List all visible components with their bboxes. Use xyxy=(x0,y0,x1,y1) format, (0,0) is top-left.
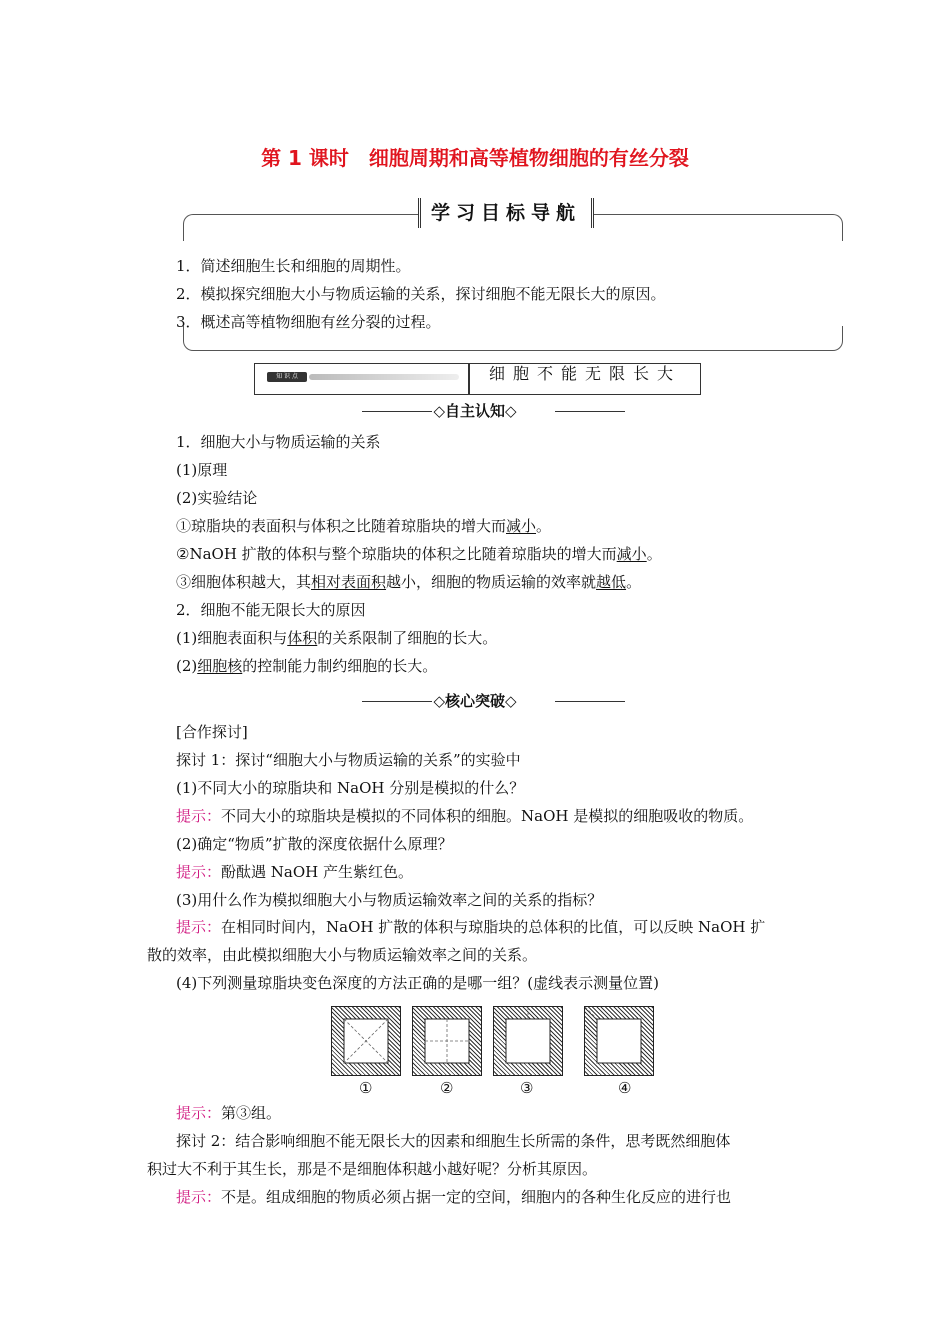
agar-block-figure-2 xyxy=(412,1006,482,1076)
text-line: 2．细胞不能无限长大的原因 xyxy=(176,601,366,619)
text-line: (1)不同大小的琼脂块和 NaOH 分别是模拟的什么？ xyxy=(176,779,525,797)
text-line: 探讨 1：探讨“细胞大小与物质运输的关系”的实验中 xyxy=(176,751,521,769)
hint-line: 提示：酚酞遇 NaOH 产生紫红色。 xyxy=(176,863,413,881)
knowledge-point-tag: 知 识 点 xyxy=(267,372,307,382)
figure-label: ③ xyxy=(520,1079,534,1097)
text-line: (1)原理 xyxy=(176,461,228,479)
text-line: 1．细胞大小与物质运输的关系 xyxy=(176,433,381,451)
answer-blank: 细胞核 xyxy=(197,657,243,675)
goal-item: 1．简述细胞生长和细胞的周期性。 xyxy=(176,257,411,275)
text-line: (2)确定“物质”扩散的深度依据什么原理？ xyxy=(176,835,453,853)
text-line: ③细胞体积越大，其相对表面积越小，细胞的物质运输的效率就越低。 xyxy=(176,573,642,591)
goals-box-bottom xyxy=(183,326,843,351)
goal-item: 3．概述高等植物细胞有丝分裂的过程。 xyxy=(176,313,441,331)
agar-block-figure-3 xyxy=(493,1006,563,1076)
text-line: (1)细胞表面积与体积的关系限制了细胞的长大。 xyxy=(176,629,498,647)
divider-right xyxy=(555,701,625,702)
hint-label: 提示： xyxy=(176,863,222,881)
divider-right xyxy=(555,411,625,412)
text-line: (4)下列测量琼脂块变色深度的方法正确的是哪一组？(虚线表示测量位置) xyxy=(176,974,659,992)
agar-block-figure-1 xyxy=(331,1006,401,1076)
text-line: (2)细胞核的控制能力制约细胞的长大。 xyxy=(176,657,438,675)
text-line: (3)用什么作为模拟细胞大小与物质运输效率之间的关系的指标？ xyxy=(176,891,603,909)
figure-label: ④ xyxy=(618,1079,632,1097)
hint-label: 提示： xyxy=(176,1104,222,1122)
answer-blank: 减小 xyxy=(506,517,537,535)
answer-blank: 减小 xyxy=(616,545,647,563)
text-line: ②NaOH 扩散的体积与整个琼脂块的体积之比随着琼脂块的增大而减小。 xyxy=(176,545,662,563)
banner-bar-decoration xyxy=(309,374,459,380)
text-line: 散的效率，由此模拟细胞大小与物质运输效率之间的关系。 xyxy=(147,946,538,964)
hint-label: 提示： xyxy=(176,807,222,825)
answer-blank: 体积 xyxy=(287,629,318,647)
agar-block-figure-4 xyxy=(584,1006,654,1076)
goal-item: 2．模拟探究细胞大小与物质运输的关系，探讨细胞不能无限长大的原因。 xyxy=(176,285,666,303)
hint-line: 提示：不同大小的琼脂块是模拟的不同体积的细胞。NaOH 是模拟的细胞吸收的物质。 xyxy=(176,807,754,825)
hint-line: 提示：第③组。 xyxy=(176,1104,282,1122)
hint-label: 提示： xyxy=(176,918,222,936)
goals-heading: 学习目标导航 xyxy=(418,198,594,228)
answer-blank: 相对表面积 xyxy=(311,573,387,591)
text-line: ①琼脂块的表面积与体积之比随着琼脂块的增大而减小。 xyxy=(176,517,552,535)
text-line: [合作探讨] xyxy=(176,723,248,741)
figure-label: ① xyxy=(359,1079,373,1097)
knowledge-point-title: 细胞不能无限长大 xyxy=(489,364,682,383)
section-heading: ◇核心突破◇ xyxy=(433,692,517,710)
text-line: 积过大不利于其生长，那是不是细胞体积越小越好呢？分析其原因。 xyxy=(147,1160,598,1178)
answer-blank: 越低 xyxy=(596,573,627,591)
hint-line: 提示：在相同时间内，NaOH 扩散的体积与琼脂块的总体积的比值，可以反映 NaOH 扩 xyxy=(176,918,766,936)
hint-line: 提示：不是。组成细胞的物质必须占据一定的空间，细胞内的各种生化反应的进行也 xyxy=(176,1188,732,1206)
page-title: 第 1 课时 细胞周期和高等植物细胞的有丝分裂 xyxy=(261,146,689,170)
hint-label: 提示： xyxy=(176,1188,222,1206)
knowledge-point-banner xyxy=(254,363,469,395)
text-line: 探讨 2：结合影响细胞不能无限长大的因素和细胞生长所需的条件，思考既然细胞体 xyxy=(176,1132,731,1150)
section-heading: ◇自主认知◇ xyxy=(433,402,517,420)
figure-label: ② xyxy=(440,1079,454,1097)
text-line: (2)实验结论 xyxy=(176,489,258,507)
